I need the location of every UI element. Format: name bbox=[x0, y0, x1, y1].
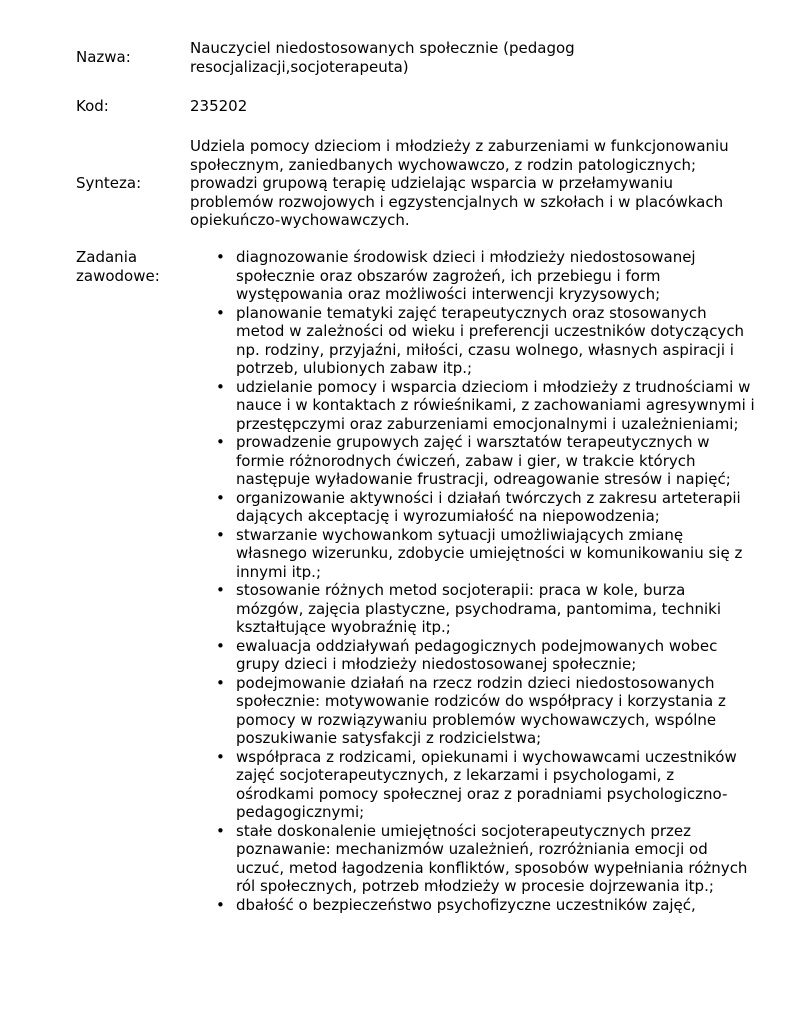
row-zadania bbox=[76, 248, 756, 914]
task-text: organizowanie aktywności i działań twórczych z zakresu arteterapii dających akceptację i wyrozumiałość na niepowodzenia; bbox=[236, 488, 741, 525]
row-kod bbox=[76, 97, 756, 116]
label-zadania-line2: zawodowe: bbox=[76, 266, 160, 285]
value-kod: 235202 bbox=[190, 97, 248, 115]
value-synteza: Udziela pomocy dzieciom i młodzieży z zaburzeniami w funkcjonowaniu społecznym, zaniedbanych wychowawczo, z rodzin patologicznych; prowadzi grupową terapię udzielając wsparcia w przełamywaniu problemów rozwojowych i egzystencjalnych w szkołach i w placówkach opiekuńczo-wychowawczych. bbox=[190, 137, 729, 229]
bullet-icon: • bbox=[216, 525, 225, 544]
task-item bbox=[190, 581, 756, 637]
label-synteza: Synteza: bbox=[76, 174, 142, 192]
task-text: prowadzenie grupowych zajęć i warsztatów terapeutycznych w formie różnorodnych ćwiczeń, zabaw i gier, w trakcie których następuje wyładowanie frustracji, odreagowanie stresów i napięć; bbox=[236, 433, 731, 488]
task-item bbox=[190, 822, 756, 896]
task-item bbox=[190, 674, 756, 748]
row-synteza bbox=[76, 137, 756, 230]
bullet-icon: • bbox=[216, 636, 225, 655]
task-text: diagnozowanie środowisk dzieci i młodzieży niedostosowanej społecznie oraz obszarów zagrożeń, ich przebiegu i form występowania oraz możliwości interwencji kryzysowych; bbox=[236, 248, 696, 303]
bullet-icon: • bbox=[216, 488, 225, 507]
task-item bbox=[190, 526, 756, 582]
label-kod: Kod: bbox=[76, 97, 109, 115]
task-item bbox=[190, 378, 756, 434]
row-nazwa bbox=[76, 39, 756, 76]
bullet-icon: • bbox=[216, 303, 225, 322]
task-text: stosowanie różnych metod socjoterapii: praca w kole, burza mózgów, zajęcia plastyczne, psychodrama, pantomima, techniki kształtujące wyobraźnię itp.; bbox=[236, 581, 722, 636]
bullet-icon: • bbox=[216, 747, 225, 766]
task-text: stwarzanie wychowankom sytuacji umożliwiających zmianę własnego wizerunku, zdobycie umiejętności w komunikowaniu się z innymi itp.; bbox=[236, 525, 743, 581]
task-item bbox=[190, 748, 756, 822]
task-item bbox=[190, 489, 756, 526]
bullet-icon: • bbox=[216, 377, 225, 396]
label-zadania-line1: Zadania bbox=[76, 248, 138, 266]
label-zadania bbox=[76, 248, 190, 914]
tasks-container bbox=[190, 248, 756, 914]
task-text: stałe doskonalenie umiejętności socjoterapeutycznych przez poznawanie: mechanizmów uzależnień, rozróżniania emocji od uczuć, metod łagodzenia konfliktów, sposobów wypełniania różnych ról społecznych, potrzeb młodzieży w procesie dojrzewania itp.; bbox=[236, 821, 748, 895]
task-text: udzielanie pomocy i wsparcia dzieciom i młodzieży z trudnościami w nauce i w kontaktach z rówieśnikami, z zachowaniami agresywnymi i przestępczymi oraz zaburzeniami emocjonalnymi i uzależnieniami; bbox=[236, 377, 755, 433]
task-item bbox=[190, 637, 756, 674]
bullet-icon: • bbox=[216, 581, 225, 599]
task-text: planowanie tematyki zajęć terapeutycznych oraz stosowanych metod w zależności od wieku i preferencji uczestników dotyczących np. rodziny, przyjaźni, miłości, czasu wolnego, własnych aspiracji i potrzeb, ulubionych zabaw itp.; bbox=[236, 303, 745, 377]
label-nazwa: Nazwa: bbox=[76, 48, 131, 66]
bullet-icon: • bbox=[216, 673, 225, 692]
task-list bbox=[190, 248, 756, 914]
task-text: współpraca z rodzicami, opiekunami i wychowawcami uczestników zajęć socjoterapeutycznych, z lekarzami i psychologami, z ośrodkami pomocy społecznej oraz z poradniami psychologiczno-pedagogicznymi; bbox=[236, 747, 737, 821]
bullet-icon: • bbox=[216, 433, 225, 451]
bullet-icon: • bbox=[216, 895, 225, 914]
task-text: ewaluacja oddziaływań pedagogicznych podejmowanych wobec grupy dzieci i młodzieży niedostosowanej społecznie; bbox=[236, 636, 718, 673]
task-item bbox=[190, 433, 756, 489]
value-nazwa: Nauczyciel niedostosowanych społecznie (pedagog resocjalizacji,socjoterapeuta) bbox=[190, 39, 575, 76]
task-item bbox=[190, 304, 756, 378]
task-item bbox=[190, 248, 756, 304]
bullet-icon: • bbox=[216, 821, 225, 840]
task-text: dbałość o bezpieczeństwo psychofizyczne uczestników zajęć, bbox=[236, 895, 696, 914]
task-item bbox=[190, 896, 756, 915]
bullet-icon: • bbox=[216, 248, 225, 266]
task-text: podejmowanie działań na rzecz rodzin dzieci niedostosowanych społecznie: motywowanie rodziców do współpracy i korzystania z pomocy w rozwiązywaniu problemów wychowawczych, wspólne poszukiwanie satysfakcji z rodzicielstwa; bbox=[236, 673, 726, 747]
